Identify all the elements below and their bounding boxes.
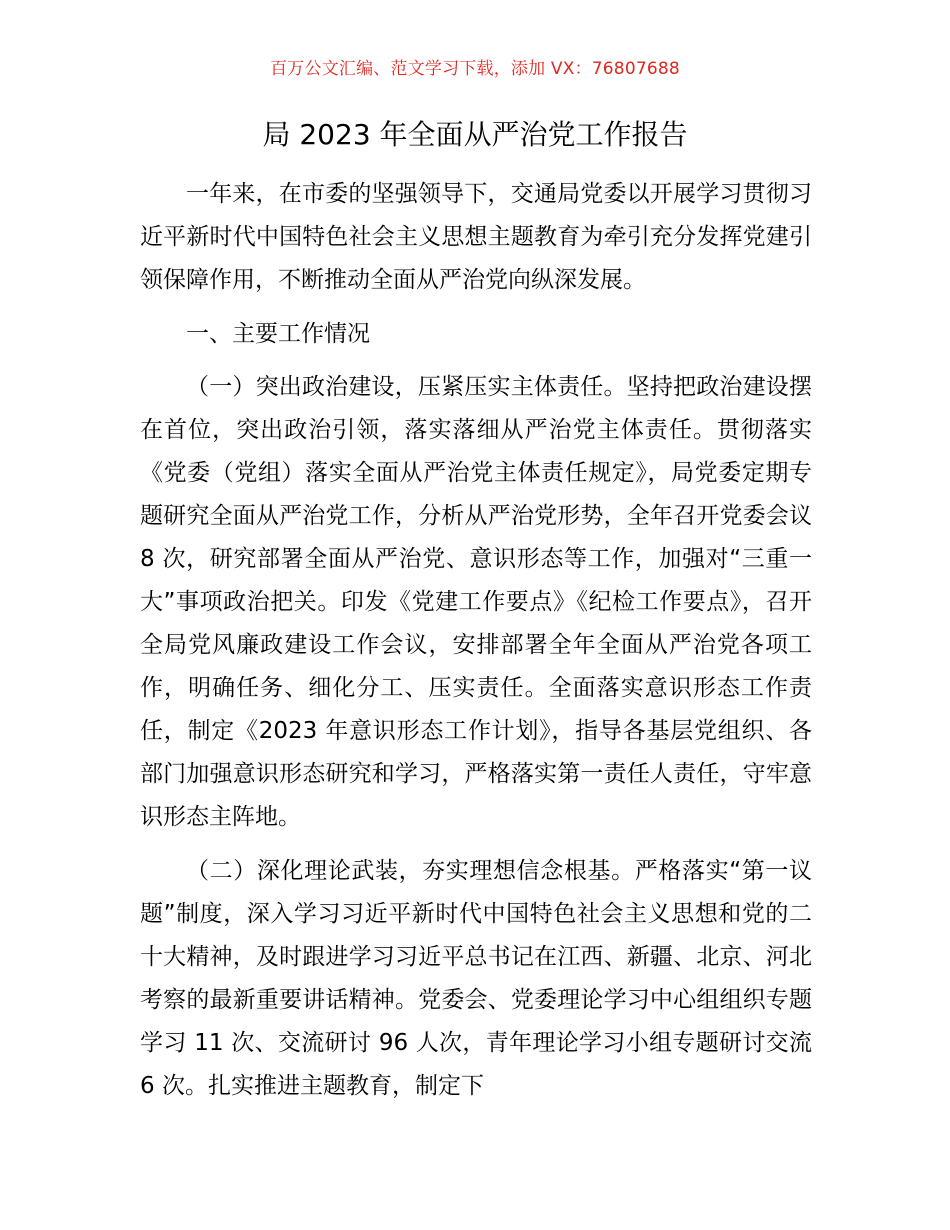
intro-paragraph: 一年来，在市委的坚强领导下，交通局党委以开展学习贯彻习近平新时代中国特色社会主义思想主题教育为牵引充分发挥党建引领保障作用，不断推动全面从严治党向纵深发展。 [140,181,812,293]
document-title: 局 2023 年全面从严治党工作报告 [262,118,688,151]
watermark-banner: 百万公文汇编、范文学习下载，添加 VX：76807688 [270,59,680,79]
section-1-paragraph: （一）突出政治建设，压紧压实主体责任。坚持把政治建设摆在首位，突出政治引领，落实落细从严治党主体责任。贯彻落实《党委（党组）落实全面从严治党主体责任规定》，局党委定期专题研究全面从严治党工作，分析从严治党形势，全年召开党委会议 8 次，研究部署全面从严治党、意识形态等工作，加强对“三重一大”事项政治把关。印发《党建工作要点》《纪检工作要点》，召开全局党风廉政建设工作会议，安排部署全年全面从严治党各项工作，明确任务、细化分工、压实责任。全面落实意识形态工作责任，制定《2023 年意识形态工作计划》，指导各基层党组织、各部门加强意识形态研究和学习，严格落实第一责任人责任，守牢意识形态主阵地。 [140,374,812,830]
section-2-paragraph: （二）深化理论武装，夯实理想信念根基。严格落实“第一议题”制度，深入学习习近平新时代中国特色社会主义思想和党的二十大精神，及时跟进学习习近平总书记在江西、新疆、北京、河北考察的最新重要讲话精神。党委会、党委理论学习中心组组织专题学习 11 次、交流研讨 96 人次，青年理论学习小组专题研讨交流 6 次。扎实推进主题教育，制定下 [140,858,812,1099]
section-heading: 一、主要工作情况 [186,321,370,347]
